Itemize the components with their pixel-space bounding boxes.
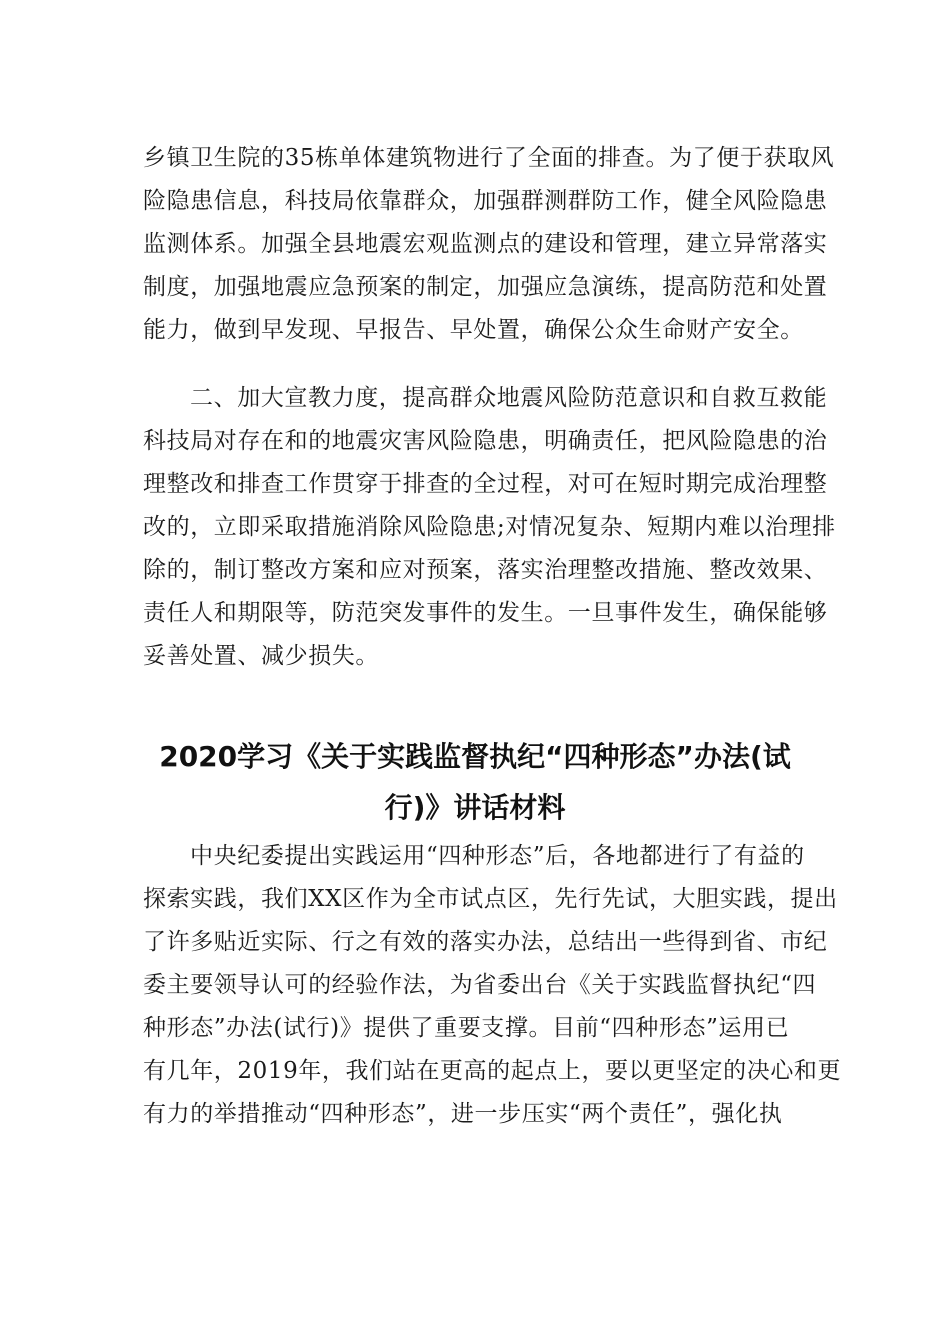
paragraph-line: 有力的举措推动“四种形态”，进一步压实“两个责任”，强化执 xyxy=(143,1101,783,1127)
paragraph-line: 了许多贴近实际、行之有效的落实办法，总结出一些得到省、市纪 xyxy=(143,929,828,955)
paragraph-line: 理整改和排查工作贯穿于排查的全过程，对可在短时期完成治理整 xyxy=(143,471,828,497)
paragraph-line: 制度，加强地震应急预案的制定，加强应急演练，提高防范和处置 xyxy=(143,274,828,300)
paragraph-line: 除的，制订整改方案和应对预案，落实治理整改措施、整改效果、 xyxy=(143,557,828,583)
paragraph-line: 妥善处置、减少损失。 xyxy=(143,643,379,669)
section-heading-line: 二、加大宣教力度，提高群众地震风险防范意识和自救互救能 xyxy=(190,385,828,411)
paragraph-line: 委主要领导认可的经验作法，为省委出台《关于实践监督执纪“四 xyxy=(143,972,817,998)
paragraph-line: 责任人和期限等，防范突发事件的发生。一旦事件发生，确保能够 xyxy=(143,600,828,626)
paragraph-line: 有几年，2019年，我们站在更高的起点上，要以更坚定的决心和更 xyxy=(143,1058,842,1084)
article-title-line-1: 2020学习《关于实践监督执纪“四种形态”办法(试 xyxy=(159,740,791,773)
paragraph-line: 种形态”办法(试行)》提供了重要支撑。目前“四种形态”运用已 xyxy=(143,1015,790,1041)
paragraph-line: 乡镇卫生院的35栋单体建筑物进行了全面的排查。为了便于获取风 xyxy=(143,145,835,171)
article-title-line-2: 行)》讲话材料 xyxy=(384,791,566,824)
paragraph-line: 科技局对存在和的地震灾害风险隐患，明确责任，把风险隐患的治 xyxy=(143,428,828,454)
paragraph-line: 中央纪委提出实践运用“四种形态”后，各地都进行了有益的 xyxy=(190,843,805,869)
paragraph-line: 改的，立即采取措施消除风险隐患;对情况复杂、短期内难以治理排 xyxy=(143,514,836,540)
paragraph-line: 险隐患信息，科技局依靠群众，加强群测群防工作，健全风险隐患 xyxy=(143,188,828,214)
paragraph-line: 能力，做到早发现、早报告、早处置，确保公众生命财产安全。 xyxy=(143,317,804,343)
paragraph-line: 监测体系。加强全县地震宏观监测点的建设和管理，建立异常落实 xyxy=(143,231,828,257)
paragraph-line: 探索实践，我们XX区作为全市试点区，先行先试，大胆实践，提出 xyxy=(143,886,838,912)
